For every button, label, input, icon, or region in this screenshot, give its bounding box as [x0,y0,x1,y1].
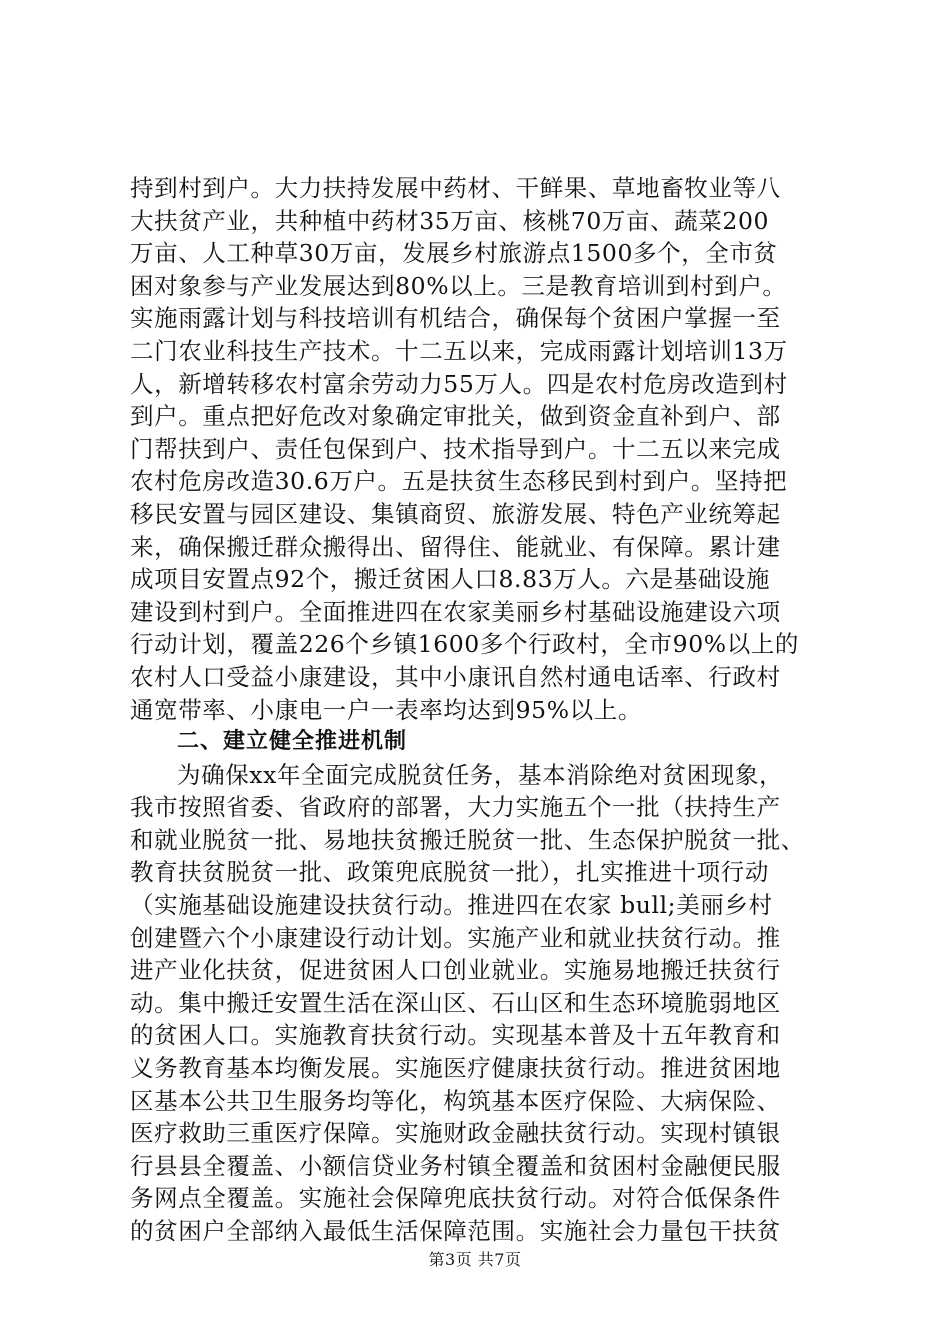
page-number-footer: 第3页 共7页 [428,1250,522,1269]
text-line: 移民安置与园区建设、集镇商贸、旅游发展、特色产业统筹起 [130,499,781,528]
text-line: 二门农业科技生产技术。十二五以来，完成雨露计划培训13万 [130,336,788,365]
text-line: 医疗救助三重医疗保障。实施财政金融扶贫行动。实现村镇银 [130,1119,781,1148]
text-line: 大扶贫产业，共种植中药材35万亩、核桃70万亩、蔬菜200 [130,206,770,235]
text-line: 我市按照省委、省政府的部署，大力实施五个一批（扶持生产 [130,793,781,822]
text-line: 行县县全覆盖、小额信贷业务村镇全覆盖和贫困村金融便民服 [130,1151,781,1180]
text-line: 务网点全覆盖。实施社会保障兜底扶贫行动。对符合低保条件 [130,1184,781,1213]
text-line: 动。集中搬迁安置生活在深山区、石山区和生态环境脆弱地区 [130,988,781,1017]
text-line: 门帮扶到户、责任包保到户、技术指导到户。十二五以来完成 [130,434,781,463]
text-line: 区基本公共卫生服务均等化，构筑基本医疗保险、大病保险、 [130,1086,781,1115]
text-line: 创建暨六个小康建设行动计划。实施产业和就业扶贫行动。推 [130,923,781,952]
text-line: 的贫困人口。实施教育扶贫行动。实现基本普及十五年教育和 [130,1021,781,1050]
text-line: 持到村到户。大力扶持发展中药材、干鲜果、草地畜牧业等八 [130,174,781,202]
text-line: 进产业化扶贫，促进贫困人口创业就业。实施易地搬迁扶贫行 [130,956,781,985]
text-line: （实施基础设施建设扶贫行动。推进四在农家 bull;美丽乡村 [130,891,773,920]
text-line: 的贫困户全部纳入最低生活保障范围。实施社会力量包干扶贫 [130,1217,781,1245]
text-line: 万亩、人工种草30万亩，发展乡村旅游点1500多个，全市贫 [130,239,778,268]
paragraph-1 [130,172,830,726]
text-line: 教育扶贫脱贫一批、政策兜底脱贫一批），扎实推进十项行动 [130,858,769,887]
text-line: 困对象参与产业发展达到80%以上。三是教育培训到村到户。 [130,271,787,300]
section-heading: 二、建立健全推进机制 [177,729,408,755]
text-line: 和就业脱贫一批、易地扶贫搬迁脱贫一批、生态保护脱贫一批、 [130,825,805,854]
text-line: 来，确保搬迁群众搬得出、留得住、能就业、有保障。累计建 [130,532,781,561]
text-line: 农村危房改造30.6万户。五是扶贫生态移民到村到户。坚持把 [130,467,788,496]
text-line: 到户。重点把好危改对象确定审批关，做到资金直补到户、部 [130,402,781,431]
text-line: 义务教育基本均衡发展。实施医疗健康扶贫行动。推进贫困地 [130,1054,781,1083]
text-line: 实施雨露计划与科技培训有机结合，确保每个贫困户掌握一至 [130,304,781,333]
text-line: 为确保xx年全面完成脱贫任务，基本消除绝对贫困现象， [177,760,784,789]
text-line: 行动计划，覆盖226个乡镇1600多个行政村，全市90%以上的 [130,630,799,659]
text-line: 人，新增转移农村富余劳动力55万人。四是农村危房改造到村 [130,369,788,398]
text-line: 成项目安置点92个，搬迁贫困人口8.83万人。六是基础设施 [130,565,771,594]
text-line: 建设到村到户。全面推进四在农家美丽乡村基础设施建设六项 [130,597,781,626]
paragraph-2 [130,759,830,1248]
text-line: 农村人口受益小康建设，其中小康讯自然村通电话率、行政村 [130,662,781,691]
text-line: 通宽带率、小康电一户一表率均达到95%以上。 [130,695,642,724]
document-body [130,172,830,1248]
